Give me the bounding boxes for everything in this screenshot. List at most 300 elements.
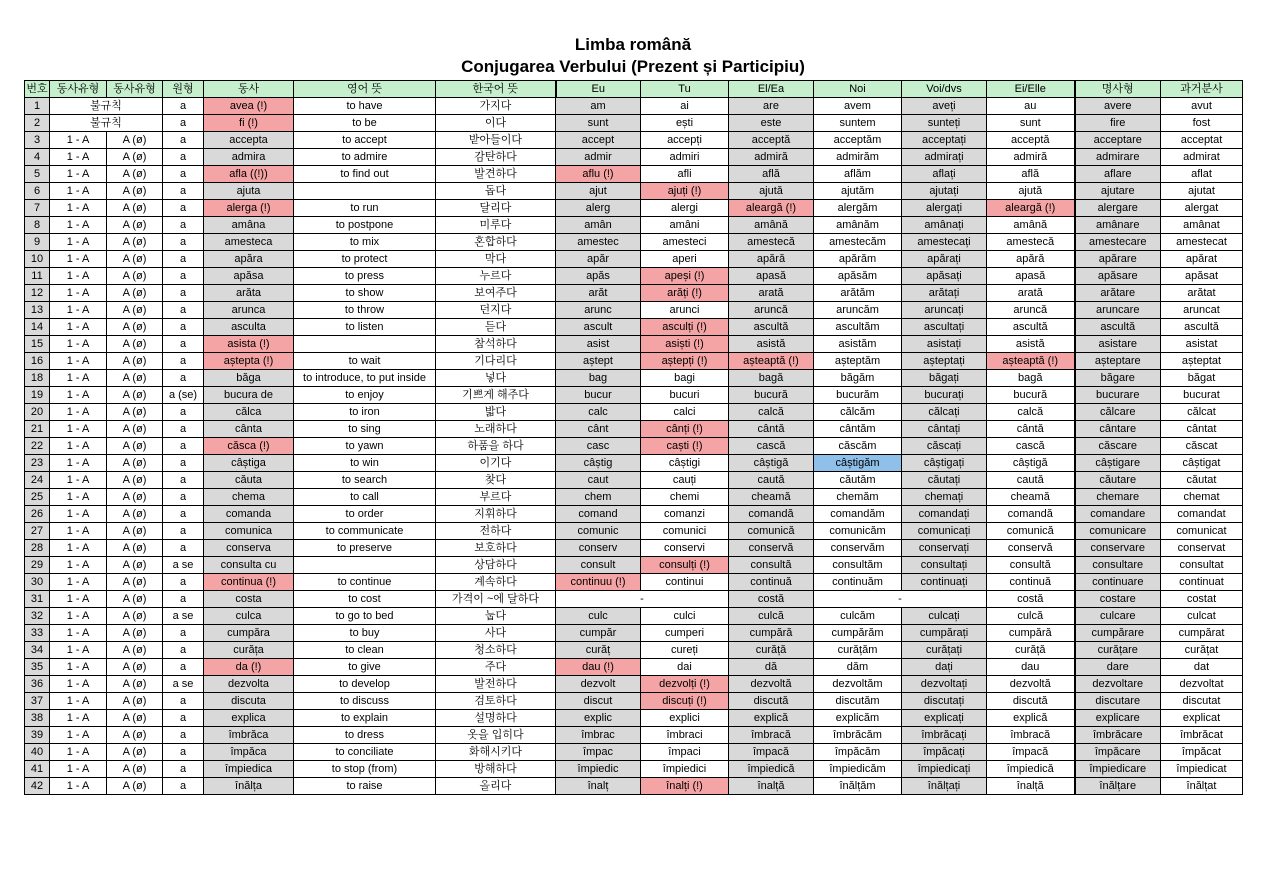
table-cell[interactable]: 찾다 [436,472,556,489]
table-cell[interactable]: 1 - A [50,489,107,506]
table-cell[interactable]: îmbrăcare [1075,727,1161,744]
table-cell[interactable]: bagă [987,370,1075,387]
table-cell[interactable]: a [163,506,204,523]
table-cell[interactable]: 1 - A [50,421,107,438]
table-cell[interactable]: curăță [987,642,1075,659]
column-header[interactable]: 한국어 뜻 [436,81,556,98]
table-cell[interactable]: admiră [987,149,1075,166]
table-cell[interactable]: cântare [1075,421,1161,438]
table-cell[interactable]: aruncă [987,302,1075,319]
table-cell[interactable]: alerga (!) [204,200,294,217]
table-cell[interactable]: alergat [1161,200,1243,217]
table-cell[interactable]: consulta cu [204,557,294,574]
table-cell[interactable]: comunic [556,523,641,540]
table-cell[interactable]: ajutat [1161,183,1243,200]
table-cell[interactable]: A (ø) [107,591,163,608]
table-cell[interactable]: admirat [1161,149,1243,166]
table-cell[interactable]: a [163,727,204,744]
table-cell[interactable]: 11 [25,268,50,285]
table-cell[interactable]: consultare [1075,557,1161,574]
column-header[interactable]: 명사형 [1075,81,1161,98]
table-cell[interactable]: 29 [25,557,50,574]
table-cell[interactable]: aștept [556,353,641,370]
table-cell[interactable]: 감탄하다 [436,149,556,166]
table-cell[interactable]: avem [814,98,902,115]
column-header[interactable]: Voi/dvs [902,81,987,98]
table-cell[interactable]: 1 - A [50,302,107,319]
table-cell[interactable]: apărăm [814,251,902,268]
table-cell[interactable]: 18 [25,370,50,387]
table-cell[interactable]: to be [294,115,436,132]
table-cell[interactable]: to throw [294,302,436,319]
table-cell[interactable]: 1 - A [50,285,107,302]
table-cell[interactable]: băgăm [814,370,902,387]
table-cell[interactable]: A (ø) [107,506,163,523]
table-cell[interactable]: alergăm [814,200,902,217]
table-cell[interactable]: 1 - A [50,149,107,166]
table-cell[interactable]: 지휘하다 [436,506,556,523]
table-cell[interactable]: curățat [1161,642,1243,659]
table-cell[interactable]: cânt [556,421,641,438]
table-cell[interactable]: ascultăm [814,319,902,336]
table-cell[interactable]: bucur [556,387,641,404]
table-cell[interactable]: amestecat [1161,234,1243,251]
table-cell[interactable]: ascultă [1075,319,1161,336]
table-cell[interactable]: A (ø) [107,710,163,727]
column-header[interactable]: 동사유형 [50,81,107,98]
column-header[interactable]: 동사 [204,81,294,98]
table-cell[interactable]: împacă [729,744,814,761]
table-cell[interactable]: 1 - A [50,455,107,472]
table-cell[interactable]: dezvolți (!) [641,676,729,693]
table-cell[interactable]: explici [641,710,729,727]
table-cell[interactable]: 1 - A [50,370,107,387]
table-cell[interactable]: discut [556,693,641,710]
table-cell[interactable]: 청소하다 [436,642,556,659]
table-cell[interactable]: cască [987,438,1075,455]
table-cell[interactable]: curățăm [814,642,902,659]
table-cell[interactable]: - [814,591,987,608]
table-cell[interactable]: 이다 [436,115,556,132]
table-cell[interactable]: călcați [902,404,987,421]
table-cell[interactable]: dezvolta [204,676,294,693]
table-cell[interactable]: câștigă [987,455,1075,472]
table-cell[interactable]: to wait [294,353,436,370]
table-cell[interactable]: a [163,523,204,540]
table-cell[interactable]: îmbraci [641,727,729,744]
table-cell[interactable]: ascultă [1161,319,1243,336]
table-cell[interactable]: 1 - A [50,659,107,676]
table-cell[interactable]: conservat [1161,540,1243,557]
table-cell[interactable]: bag [556,370,641,387]
table-cell[interactable]: comunică [987,523,1075,540]
table-cell[interactable]: călcat [1161,404,1243,421]
table-cell[interactable]: chemăm [814,489,902,506]
table-cell[interactable]: costare [1075,591,1161,608]
table-cell[interactable]: îmbrac [556,727,641,744]
table-cell[interactable]: amâni [641,217,729,234]
table-cell[interactable]: accepți [641,132,729,149]
table-cell[interactable]: cumperi [641,625,729,642]
table-cell[interactable]: to raise [294,778,436,795]
table-cell[interactable]: discutare [1075,693,1161,710]
table-cell[interactable]: A (ø) [107,455,163,472]
table-cell[interactable]: suntem [814,115,902,132]
table-cell[interactable]: to press [294,268,436,285]
table-cell[interactable]: 27 [25,523,50,540]
table-cell[interactable]: admirare [1075,149,1161,166]
table-cell[interactable]: 사다 [436,625,556,642]
table-cell[interactable]: apărat [1161,251,1243,268]
table-cell[interactable]: a [163,336,204,353]
table-cell[interactable]: împiedicare [1075,761,1161,778]
table-cell[interactable]: comunică [729,523,814,540]
table-cell[interactable]: ajută [729,183,814,200]
table-cell[interactable]: înălța [204,778,294,795]
table-cell[interactable]: ascultă [729,319,814,336]
table-cell[interactable]: câștiga [204,455,294,472]
table-cell[interactable]: aflat [1161,166,1243,183]
table-cell[interactable]: to mix [294,234,436,251]
table-cell[interactable]: culcare [1075,608,1161,625]
table-cell[interactable]: înălțat [1161,778,1243,795]
table-cell[interactable]: to order [294,506,436,523]
table-cell[interactable]: 1 - A [50,319,107,336]
table-cell[interactable]: calc [556,404,641,421]
table-cell[interactable]: 혼합하다 [436,234,556,251]
table-cell[interactable]: ai [641,98,729,115]
table-cell[interactable] [294,557,436,574]
table-cell[interactable]: arătăm [814,285,902,302]
table-cell[interactable]: împac [556,744,641,761]
table-cell[interactable]: dau [987,659,1075,676]
table-cell[interactable]: dezvoltă [987,676,1075,693]
table-cell[interactable]: căuta [204,472,294,489]
table-cell[interactable]: împiedică [729,761,814,778]
table-cell[interactable]: dat [1161,659,1243,676]
table-cell[interactable]: A (ø) [107,285,163,302]
table-cell[interactable]: așteaptă (!) [987,353,1075,370]
table-cell[interactable]: 막다 [436,251,556,268]
table-cell[interactable]: aflare [1075,166,1161,183]
table-cell[interactable]: a [163,438,204,455]
table-cell[interactable]: a [163,591,204,608]
table-cell[interactable]: explicare [1075,710,1161,727]
table-cell[interactable]: 13 [25,302,50,319]
table-cell[interactable]: cheamă [729,489,814,506]
table-cell[interactable]: apăra [204,251,294,268]
table-cell[interactable]: înalță [729,778,814,795]
table-cell[interactable]: discuți (!) [641,693,729,710]
table-cell[interactable]: conservi [641,540,729,557]
table-cell[interactable]: a [163,115,204,132]
table-cell[interactable]: continuat [1161,574,1243,591]
table-cell[interactable]: aflăm [814,166,902,183]
table-cell[interactable]: 1 - A [50,540,107,557]
table-cell[interactable]: a (se) [163,387,204,404]
table-cell[interactable]: chemi [641,489,729,506]
table-cell[interactable]: cumpărați [902,625,987,642]
table-cell[interactable]: 40 [25,744,50,761]
table-cell[interactable]: 눕다 [436,608,556,625]
table-cell[interactable]: a [163,217,204,234]
table-cell[interactable]: culcăm [814,608,902,625]
table-cell[interactable]: explicăm [814,710,902,727]
table-cell[interactable]: asistă [729,336,814,353]
table-cell[interactable]: A (ø) [107,183,163,200]
table-cell[interactable]: A (ø) [107,761,163,778]
table-cell[interactable]: 보호하다 [436,540,556,557]
table-cell[interactable]: 1 - A [50,591,107,608]
table-cell[interactable]: A (ø) [107,608,163,625]
table-cell[interactable]: 33 [25,625,50,642]
table-cell[interactable]: ascultați [902,319,987,336]
table-cell[interactable]: a [163,370,204,387]
table-cell[interactable]: arunci [641,302,729,319]
table-cell[interactable]: arătați [902,285,987,302]
table-cell[interactable]: aruncați [902,302,987,319]
table-cell[interactable]: 41 [25,761,50,778]
table-cell[interactable]: ajutare [1075,183,1161,200]
table-cell[interactable]: to communicate [294,523,436,540]
table-cell[interactable]: cumpărare [1075,625,1161,642]
table-cell[interactable]: 34 [25,642,50,659]
table-cell[interactable]: curăță [729,642,814,659]
table-cell[interactable]: A (ø) [107,302,163,319]
table-cell[interactable]: 1 - A [50,404,107,421]
table-cell[interactable]: câștigăm [814,455,902,472]
table-cell[interactable]: culcat [1161,608,1243,625]
table-cell[interactable]: costă [729,591,814,608]
table-cell[interactable]: află [729,166,814,183]
table-cell[interactable]: A (ø) [107,387,163,404]
table-cell[interactable]: 4 [25,149,50,166]
table-cell[interactable]: înălțați [902,778,987,795]
table-cell[interactable]: 1 - A [50,778,107,795]
table-cell[interactable]: ești [641,115,729,132]
table-cell[interactable]: comunicăm [814,523,902,540]
table-cell[interactable]: îmbrăca [204,727,294,744]
table-cell[interactable]: am [556,98,641,115]
table-cell[interactable]: 35 [25,659,50,676]
table-cell[interactable]: 불규칙 [50,115,163,132]
table-cell[interactable]: 던지다 [436,302,556,319]
column-header[interactable]: 번호 [25,81,50,98]
table-cell[interactable]: alergi [641,200,729,217]
table-cell[interactable]: dezvolt [556,676,641,693]
table-cell[interactable]: câștigare [1075,455,1161,472]
table-cell[interactable]: to conciliate [294,744,436,761]
table-cell[interactable]: 1 - A [50,710,107,727]
table-cell[interactable]: apasă [987,268,1075,285]
table-cell[interactable]: ajuta [204,183,294,200]
table-cell[interactable]: 2 [25,115,50,132]
table-cell[interactable]: 넣다 [436,370,556,387]
table-cell[interactable]: îmbrăcat [1161,727,1243,744]
table-cell[interactable]: a [163,659,204,676]
table-cell[interactable]: bucură [729,387,814,404]
table-cell[interactable]: amân [556,217,641,234]
table-cell[interactable]: 38 [25,710,50,727]
table-cell[interactable]: arăți (!) [641,285,729,302]
table-cell[interactable]: ajută [987,183,1075,200]
table-cell[interactable]: continui [641,574,729,591]
table-cell[interactable]: aruncă [729,302,814,319]
table-cell[interactable]: înalț [556,778,641,795]
table-cell[interactable]: 15 [25,336,50,353]
table-cell[interactable]: așteptare [1075,353,1161,370]
table-cell[interactable]: avere [1075,98,1161,115]
table-cell[interactable]: 보여주다 [436,285,556,302]
table-cell[interactable]: a [163,149,204,166]
table-cell[interactable]: cântat [1161,421,1243,438]
table-cell[interactable]: to win [294,455,436,472]
table-cell[interactable]: A (ø) [107,693,163,710]
table-cell[interactable]: curăța [204,642,294,659]
table-cell[interactable]: a se [163,676,204,693]
table-cell[interactable]: 1 - A [50,472,107,489]
table-cell[interactable]: înălțăm [814,778,902,795]
table-cell[interactable]: A (ø) [107,404,163,421]
table-cell[interactable]: 하품을 하다 [436,438,556,455]
table-cell[interactable]: amestec [556,234,641,251]
table-cell[interactable]: costat [1161,591,1243,608]
table-cell[interactable]: culca [204,608,294,625]
table-cell[interactable]: 25 [25,489,50,506]
table-cell[interactable]: apăsați [902,268,987,285]
table-cell[interactable]: aruncăm [814,302,902,319]
table-cell[interactable]: to preserve [294,540,436,557]
table-cell[interactable]: împaci [641,744,729,761]
table-cell[interactable]: a [163,540,204,557]
table-cell[interactable] [294,183,436,200]
table-cell[interactable]: consultat [1161,557,1243,574]
column-header[interactable]: Noi [814,81,902,98]
table-cell[interactable]: apăsat [1161,268,1243,285]
table-cell[interactable]: calcă [729,404,814,421]
table-cell[interactable]: acceptăm [814,132,902,149]
table-cell[interactable]: calci [641,404,729,421]
table-cell[interactable]: culci [641,608,729,625]
table-cell[interactable]: comand [556,506,641,523]
table-cell[interactable]: 39 [25,727,50,744]
table-cell[interactable]: arătare [1075,285,1161,302]
table-cell[interactable]: 1 - A [50,523,107,540]
table-cell[interactable]: caști (!) [641,438,729,455]
table-cell[interactable]: așteptat [1161,353,1243,370]
table-cell[interactable]: 1 - A [50,642,107,659]
table-cell[interactable]: câștig [556,455,641,472]
table-cell[interactable]: căscați [902,438,987,455]
table-cell[interactable]: to show [294,285,436,302]
table-cell[interactable]: 37 [25,693,50,710]
table-cell[interactable]: A (ø) [107,370,163,387]
table-cell[interactable]: a [163,166,204,183]
table-cell[interactable]: A (ø) [107,659,163,676]
table-cell[interactable]: apăsăm [814,268,902,285]
column-header[interactable]: Eu [556,81,641,98]
table-cell[interactable]: A (ø) [107,523,163,540]
table-cell[interactable]: discutăm [814,693,902,710]
table-cell[interactable]: 9 [25,234,50,251]
table-cell[interactable]: 주다 [436,659,556,676]
table-cell[interactable]: admiră [729,149,814,166]
table-cell[interactable]: 14 [25,319,50,336]
table-cell[interactable]: aleargă (!) [987,200,1075,217]
table-cell[interactable]: asistați [902,336,987,353]
table-cell[interactable]: amânați [902,217,987,234]
table-cell[interactable]: explică [729,710,814,727]
table-cell[interactable]: to run [294,200,436,217]
table-cell[interactable]: 상담하다 [436,557,556,574]
table-cell[interactable]: așteptați [902,353,987,370]
table-cell[interactable]: ascultă [987,319,1075,336]
table-cell[interactable]: curățare [1075,642,1161,659]
table-cell[interactable]: A (ø) [107,217,163,234]
table-cell[interactable]: 21 [25,421,50,438]
column-header[interactable]: 원형 [163,81,204,98]
table-cell[interactable]: 1 - A [50,761,107,778]
table-cell[interactable]: comunicați [902,523,987,540]
table-cell[interactable]: culcă [729,608,814,625]
table-cell[interactable]: consultă [987,557,1075,574]
table-cell[interactable]: costa [204,591,294,608]
table-cell[interactable]: asistă [987,336,1075,353]
table-cell[interactable]: to develop [294,676,436,693]
table-cell[interactable]: A (ø) [107,421,163,438]
table-cell[interactable]: 16 [25,353,50,370]
table-cell[interactable]: comunici [641,523,729,540]
table-cell[interactable]: bucurat [1161,387,1243,404]
table-cell[interactable]: to go to bed [294,608,436,625]
table-cell[interactable]: amânăm [814,217,902,234]
table-cell[interactable]: a [163,642,204,659]
table-cell[interactable]: 설명하다 [436,710,556,727]
table-cell[interactable]: a [163,285,204,302]
table-cell[interactable]: sunt [987,115,1075,132]
table-cell[interactable]: bagă [729,370,814,387]
table-cell[interactable]: to dress [294,727,436,744]
table-cell[interactable]: 전하다 [436,523,556,540]
table-cell[interactable]: bucurare [1075,387,1161,404]
table-cell[interactable]: alergați [902,200,987,217]
table-cell[interactable]: 1 - A [50,625,107,642]
table-cell[interactable]: A (ø) [107,642,163,659]
table-cell[interactable]: A (ø) [107,438,163,455]
table-cell[interactable]: cumpărăm [814,625,902,642]
table-cell[interactable]: caută [987,472,1075,489]
table-cell[interactable]: 20 [25,404,50,421]
table-cell[interactable]: amână [987,217,1075,234]
table-cell[interactable]: dezvoltare [1075,676,1161,693]
table-cell[interactable]: culc [556,608,641,625]
table-cell[interactable]: 1 - A [50,166,107,183]
table-cell[interactable]: to find out [294,166,436,183]
table-cell[interactable]: continuați [902,574,987,591]
table-cell[interactable]: amesteci [641,234,729,251]
table-cell[interactable]: aruncare [1075,302,1161,319]
table-cell[interactable]: arăt [556,285,641,302]
table-cell[interactable]: înalți (!) [641,778,729,795]
table-cell[interactable]: conservă [987,540,1075,557]
table-cell[interactable]: comandă [987,506,1075,523]
table-cell[interactable]: conserva [204,540,294,557]
table-cell[interactable]: bucură [987,387,1075,404]
table-cell[interactable]: împiedicat [1161,761,1243,778]
table-cell[interactable]: arată [729,285,814,302]
table-cell[interactable]: amestecă [987,234,1075,251]
table-cell[interactable]: ajuți (!) [641,183,729,200]
